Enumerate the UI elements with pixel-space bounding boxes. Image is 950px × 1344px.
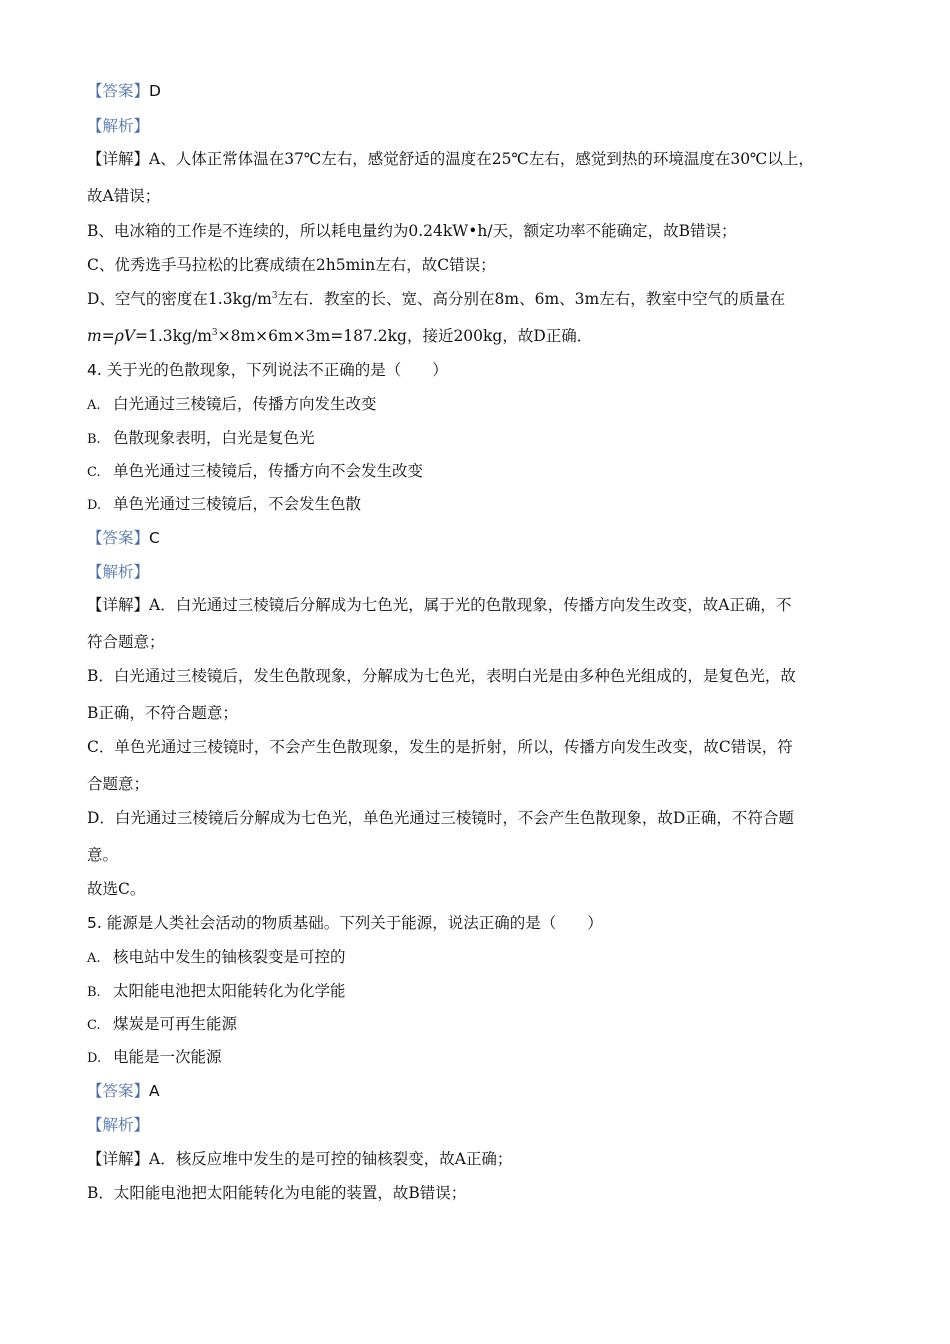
q5-detail-line-1: 【详解】A．核反应堆中发生的是可控的铀核裂变，故A正确； xyxy=(87,1150,513,1168)
answer-tag: 【答案】 xyxy=(87,529,150,547)
q4-answer-line xyxy=(87,528,160,548)
q3-detail-line-3: C、优秀选手马拉松的比赛成绩在2h5min左右，故C错误； xyxy=(87,256,496,274)
answer-tag: 【答案】 xyxy=(87,1082,150,1100)
detail-tag: 【详解】 xyxy=(87,1150,150,1168)
q3-analysis-tag: 【解析】 xyxy=(87,117,150,135)
question-number: 5 xyxy=(87,914,97,932)
q4-detail-line-5: C．单色光通过三棱镜时，不会产生色散现象，发生的是折射，所以，传播方向发生改变，故C错误，符 xyxy=(87,738,793,756)
q4-detail-line-3: B．白光通过三棱镜后，发生色散现象，分解成为七色光，表明白光是由多种色光组成的，是复色光，故 xyxy=(87,667,796,685)
q3-detail-line-4: D、空气的密度在$1.3kg/m^3$左右．教室的长、宽、高分别在8m、6m、3m左右，教室中空气的质量在 xyxy=(87,290,786,308)
q4-detail-line-2: 符合题意； xyxy=(87,633,165,651)
q4-stem: 4. 关于光的色散现象，下列说法不正确的是（ ） xyxy=(87,361,448,379)
q4-detail-line-8: 意。 xyxy=(87,846,119,864)
q5-option-c: C. 煤炭是可再生能源 xyxy=(87,1015,238,1033)
q5-option-b: B. 太阳能电池把太阳能转化为化学能 xyxy=(87,982,346,1000)
q5-option-a: A. 核电站中发生的铀核裂变是可控的 xyxy=(87,948,346,966)
q4-option-c: C. 单色光通过三棱镜后，传播方向不会发生改变 xyxy=(87,462,424,480)
q3-detail-line-1b: 故A错误； xyxy=(87,187,161,205)
q4-detail-line-7: D．白光通过三棱镜后分解成为七色光，单色光通过三棱镜时，不会产生色散现象，故D正确，不符合题 xyxy=(87,809,794,827)
q3-answer-line xyxy=(87,81,161,101)
q5-analysis-tag: 【解析】 xyxy=(87,1116,150,1134)
q4-analysis-tag: 【解析】 xyxy=(87,563,150,581)
q5-option-d: D. 电能是一次能源 xyxy=(87,1048,222,1066)
question-number: 4 xyxy=(87,361,97,379)
q3-detail-line-5: $m=\rho V=1.3kg/m^3\times 8m\times 6m\times 3m=187.2kg$，接近200kg，故D正确． xyxy=(87,327,593,345)
q4-detail-line-1: 【详解】A．白光通过三棱镜后分解成为七色光，属于光的色散现象，传播方向发生改变，故A正确，不 xyxy=(87,596,792,614)
answer-tag: 【答案】 xyxy=(87,82,150,100)
q5-detail-line-2: B．太阳能电池把太阳能转化为电能的装置，故B错误； xyxy=(87,1184,467,1202)
q4-option-a: A. 白光通过三棱镜后，传播方向发生改变 xyxy=(87,395,377,413)
q3-detail-line-1: 【详解】A、人体正常体温在37℃左右，感觉舒适的温度在25℃左右，感觉到热的环境温度在30℃以上， xyxy=(87,150,814,168)
q5-answer-line xyxy=(87,1081,160,1101)
q4-option-b: B. 色散现象表明，白光是复色光 xyxy=(87,429,315,447)
q4-option-d: D. 单色光通过三棱镜后，不会发生色散 xyxy=(87,495,362,513)
detail-tag: 【详解】 xyxy=(87,150,150,168)
q4-detail-line-4: B正确，不符合题意； xyxy=(87,704,238,722)
q3-detail-line-2: B、电冰箱的工作是不连续的，所以耗电量约为0.24kW•h/天，额定功率不能确定，故B错误； xyxy=(87,222,737,240)
answer-value: D xyxy=(149,82,161,100)
q5-stem: 5. 能源是人类社会活动的物质基础。下列关于能源，说法正确的是（ ） xyxy=(87,914,603,932)
answer-value: C xyxy=(149,529,160,547)
q4-conclusion: 故选C。 xyxy=(87,880,146,898)
q4-detail-line-6: 合题意； xyxy=(87,775,150,793)
answer-value: A xyxy=(149,1082,160,1100)
detail-tag: 【详解】 xyxy=(87,596,150,614)
